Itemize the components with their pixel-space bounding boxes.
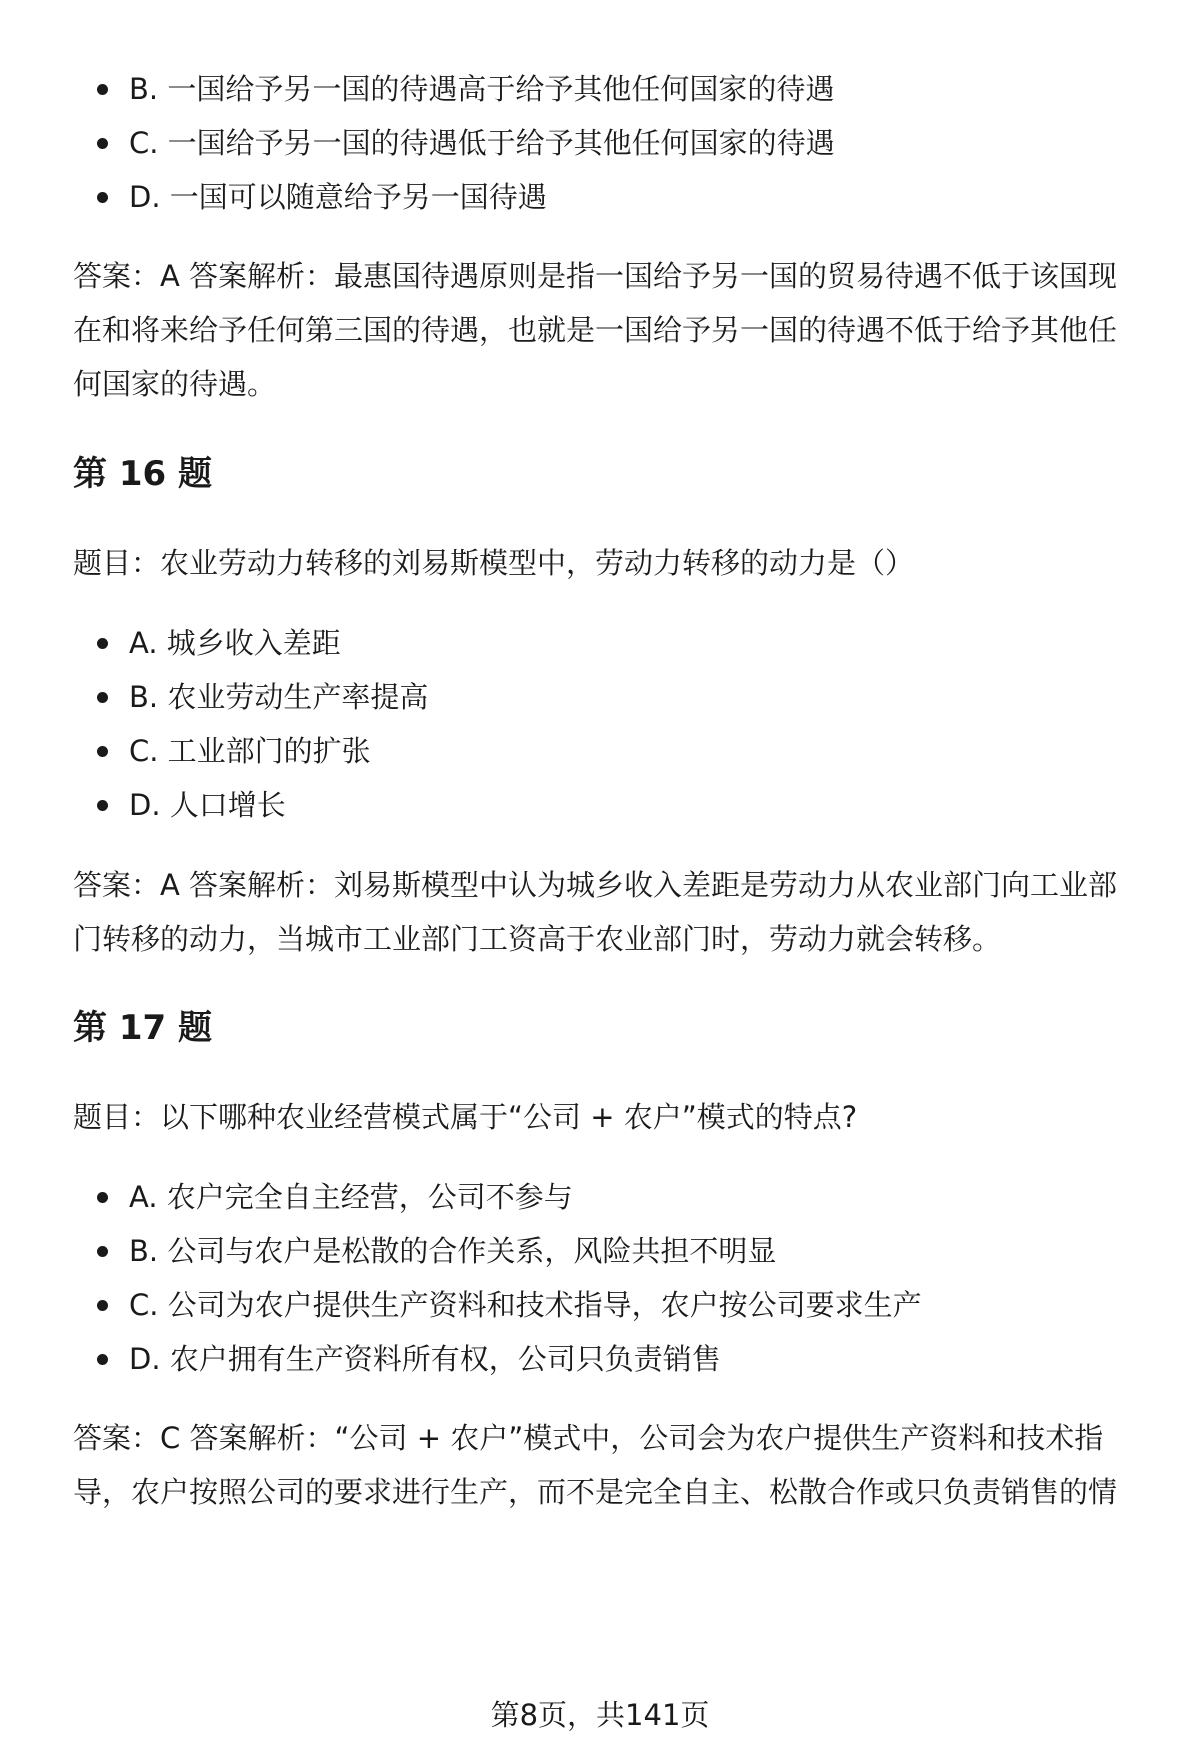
q17-answer-line-1: 答案：C 答案解析：“公司 + 农户”模式中，公司会为农户提供生产资料和技术指 bbox=[73, 1421, 1104, 1455]
page-number-footer: 第8页，共141页 bbox=[490, 1698, 710, 1732]
q15-option-c: C. 一国给予另一国的待遇低于给予其他任何国家的待遇 bbox=[73, 113, 835, 173]
q15-answer bbox=[73, 246, 1117, 414]
q16-options bbox=[73, 613, 428, 835]
q16-question: 题目：农业劳动力转移的刘易斯模型中，劳动力转移的动力是（） bbox=[73, 546, 915, 580]
q16-answer-line-2: 门转移的动力，当城市工业部门工资高于农业部门时，劳动力就会转移。 bbox=[73, 922, 1002, 956]
q15-answer-line-2: 在和将来给予任何第三国的待遇，也就是一国给予另一国的待遇不低于给予其他任 bbox=[73, 313, 1118, 347]
q16-answer bbox=[73, 855, 1117, 969]
q17-option-a: A. 农户完全自主经营，公司不参与 bbox=[73, 1167, 922, 1227]
q15-answer-line-1: 答案：A 答案解析：最惠国待遇原则是指一国给予另一国的贸易待遇不低于该国现 bbox=[73, 259, 1118, 293]
q16-option-c: C. 工业部门的扩张 bbox=[73, 721, 428, 781]
q17-answer-line-2: 导，农户按照公司的要求进行生产，而不是完全自主、松散合作或只负责销售的情 bbox=[73, 1475, 1118, 1509]
q17-question: 题目：以下哪种农业经营模式属于“公司 + 农户”模式的特点? bbox=[73, 1100, 858, 1134]
q16-option-a: A. 城乡收入差距 bbox=[73, 613, 428, 673]
q16-option-d: D. 人口增长 bbox=[73, 775, 428, 835]
q16-option-b: B. 农业劳动生产率提高 bbox=[73, 667, 428, 727]
q16-answer-line-1: 答案：A 答案解析：刘易斯模型中认为城乡收入差距是劳动力从农业部门向工业部 bbox=[73, 868, 1118, 902]
q17-heading: 第 17 题 bbox=[73, 1008, 212, 1048]
q16-heading: 第 16 题 bbox=[73, 454, 212, 494]
q15-option-d: D. 一国可以随意给予另一国待遇 bbox=[73, 167, 835, 227]
q17-option-b: B. 公司与农户是松散的合作关系，风险共担不明显 bbox=[73, 1221, 922, 1281]
q17-options bbox=[73, 1167, 922, 1389]
q17-option-d: D. 农户拥有生产资料所有权，公司只负责销售 bbox=[73, 1329, 922, 1389]
q15-options bbox=[73, 59, 835, 227]
q17-answer bbox=[73, 1408, 1117, 1522]
q15-option-b: B. 一国给予另一国的待遇高于给予其他任何国家的待遇 bbox=[73, 59, 835, 119]
q15-answer-line-3: 何国家的待遇。 bbox=[73, 367, 277, 401]
q17-option-c: C. 公司为农户提供生产资料和技术指导，农户按公司要求生产 bbox=[73, 1275, 922, 1335]
